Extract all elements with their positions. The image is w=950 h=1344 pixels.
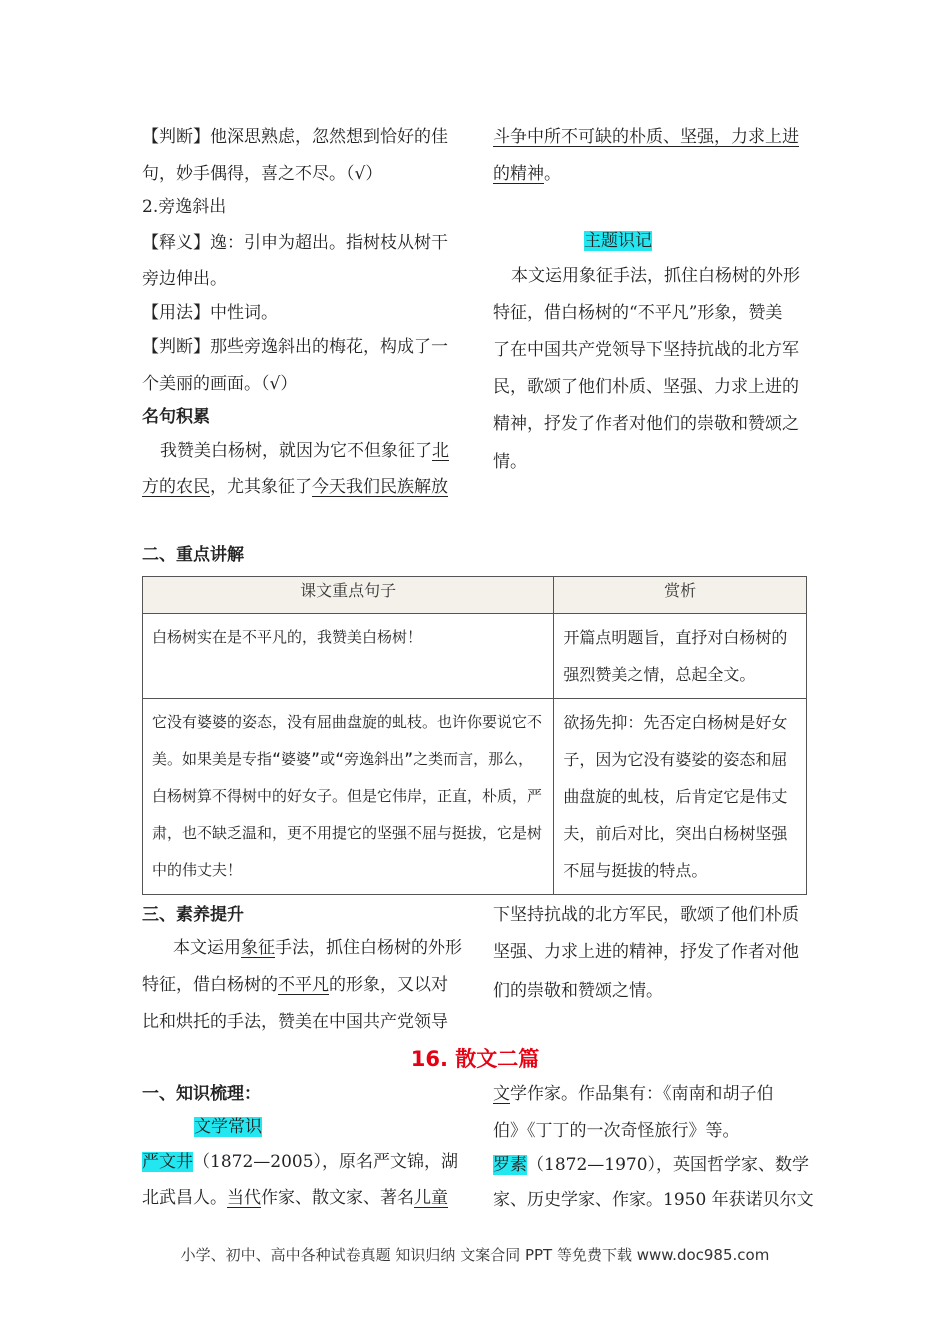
judge-line-2a: 【判断】那些旁逸斜出的梅花，构成了一 xyxy=(142,337,448,357)
judge-line-1b: 句，妙手偶得，喜之不尽。（√） xyxy=(142,164,383,184)
author-yan-line-3 xyxy=(493,1083,774,1105)
theme-heading xyxy=(584,230,652,252)
table-row xyxy=(143,699,807,895)
author-luo-line-1 xyxy=(493,1154,809,1176)
analysis-text: 欲扬先抑：先否定白杨树是好女子，因为它没有婆娑的姿态和屈曲盘旋的虬枝，后肯定它是伟丈夫，前后对比，突出白杨树坚强不屈与挺拔的特点。 xyxy=(563,713,788,880)
literacy-underlined: 不平凡 xyxy=(278,975,329,995)
literacy-line-1 xyxy=(173,937,462,959)
quote-line-2 xyxy=(142,476,448,498)
literature-heading xyxy=(194,1116,262,1138)
author-underlined: 当代 xyxy=(227,1188,261,1208)
table-cell-sentence xyxy=(143,699,554,895)
theme-line: 民，歌颂了他们朴质、坚强、力求上进的 xyxy=(493,377,799,397)
explain-line-a: 【释义】逸：引申为超出。指树枝从树干 xyxy=(142,233,448,253)
author-name-luo: 罗素 xyxy=(493,1155,527,1175)
table-cell-analysis xyxy=(554,614,807,699)
analysis-text: 开篇点明题旨，直抒对白杨树的强烈赞美之情，总起全文。 xyxy=(563,628,788,684)
author-name-yan: 严文井 xyxy=(142,1152,193,1172)
literacy-line-5: 坚强、力求上进的精神，抒发了作者对他 xyxy=(493,942,799,962)
quote-underlined: 今天我们民族解放 xyxy=(312,477,448,497)
literacy-text: 特征，借白杨树的 xyxy=(142,975,278,995)
literacy-line-3: 比和烘托的手法，赞美在中国共产党领导 xyxy=(142,1012,448,1032)
idiom-item-2: 2.旁逸斜出 xyxy=(142,197,227,217)
explain-line-b: 旁边伸出。 xyxy=(142,269,227,289)
literacy-line-4: 下坚持抗战的北方军民，歌颂了他们朴质 xyxy=(493,905,799,925)
author-luo-line-2: 家、历史学家、作家。1950 年获诺贝尔文 xyxy=(493,1190,814,1210)
author-yan-line-4: 伯》《丁丁的一次奇怪旅行》等。 xyxy=(493,1121,740,1141)
author-underlined: 儿童 xyxy=(414,1188,448,1208)
quote-line-3 xyxy=(493,126,799,148)
literacy-line-6: 们的崇敬和赞颂之情。 xyxy=(493,981,663,1001)
theme-line: 本文运用象征手法，抓住白杨树的外形 xyxy=(511,266,800,286)
chapter-title: 16. 散文二篇 xyxy=(410,1047,540,1071)
theme-line: 精神，抒发了作者对他们的崇敬和赞颂之 xyxy=(493,414,799,434)
knowledge-heading: 一、知识梳理： xyxy=(142,1084,261,1104)
famous-quotes-heading: 名句积累 xyxy=(142,407,210,427)
quote-underlined: 方的农民 xyxy=(142,477,210,497)
section-heading-literacy: 三、素养提升 xyxy=(142,905,244,925)
author-text: 学作家。作品集有：《南南和胡子伯 xyxy=(510,1084,774,1104)
usage-line: 【用法】中性词。 xyxy=(142,303,278,323)
literature-heading-text: 文学常识 xyxy=(194,1117,262,1137)
quote-line-1 xyxy=(160,440,449,462)
literacy-line-2 xyxy=(142,974,448,996)
key-sentences-table xyxy=(142,576,807,895)
theme-line: 特征，借白杨树的“不平凡”形象，赞美 xyxy=(493,303,783,323)
table-row xyxy=(143,614,807,699)
table-header-row xyxy=(143,577,807,614)
author-text: （1872—1970），英国哲学家、数学 xyxy=(527,1155,810,1175)
quote-text: 我赞美白杨树，就因为它不但象征了 xyxy=(160,441,432,461)
quote-text: 。 xyxy=(544,164,561,184)
theme-line: 情。 xyxy=(493,452,527,472)
table-header-sentences: 课文重点句子 xyxy=(143,577,554,614)
table-cell-analysis xyxy=(554,699,807,895)
judge-line-1a: 【判断】他深思熟虑，忽然想到恰好的佳 xyxy=(142,127,448,147)
author-underlined: 文 xyxy=(493,1084,510,1104)
table-header-analysis: 赏析 xyxy=(554,577,807,614)
literacy-text: 的形象，又以对 xyxy=(329,975,448,995)
literacy-text: 本文运用 xyxy=(173,938,241,958)
theme-heading-text: 主题识记 xyxy=(584,231,652,251)
literacy-text: 手法，抓住白杨树的外形 xyxy=(275,938,462,958)
quote-line-4 xyxy=(493,163,561,185)
quote-underlined: 斗争中所不可缺的朴质、坚强，力求上进 xyxy=(493,127,799,147)
footer-download-link[interactable]: 小学、初中、高中各种试卷真题 知识归纳 文案合同 PPT 等免费下载 www.doc985.com xyxy=(180,1246,770,1264)
author-text: 北武昌人。 xyxy=(142,1188,227,1208)
judge-line-2b: 个美丽的画面。（√） xyxy=(142,374,298,394)
author-yan-line-2 xyxy=(142,1187,448,1209)
quote-underlined: 的精神 xyxy=(493,164,544,184)
quote-text: ，尤其象征了 xyxy=(210,477,312,497)
section-heading-key-points: 二、重点讲解 xyxy=(142,545,244,565)
author-text: （1872—2005），原名严文锦，湖 xyxy=(193,1152,459,1172)
author-text: 作家、散文家、著名 xyxy=(261,1188,414,1208)
sentence-text: 白杨树实在是不平凡的，我赞美白杨树！ xyxy=(152,628,423,646)
quote-underlined: 北 xyxy=(432,441,449,461)
theme-line: 了在中国共产党领导下坚持抗战的北方军 xyxy=(493,340,799,360)
table-cell-sentence xyxy=(143,614,554,699)
author-yan-line-1 xyxy=(142,1151,458,1173)
literacy-underlined: 象征 xyxy=(241,938,275,958)
sentence-text: 它没有婆婆的姿态，没有屈曲盘旋的虬枝。也许你要说它不美。如果美是专指“婆婆”或“旁逸斜出”之类而言，那么，白杨树算不得树中的好女子。但是它伟岸，正直，朴质，严肃，也不缺乏温和，更不用提它的坚强不屈与挺拔，它是树中的伟丈夫！ xyxy=(152,713,543,879)
